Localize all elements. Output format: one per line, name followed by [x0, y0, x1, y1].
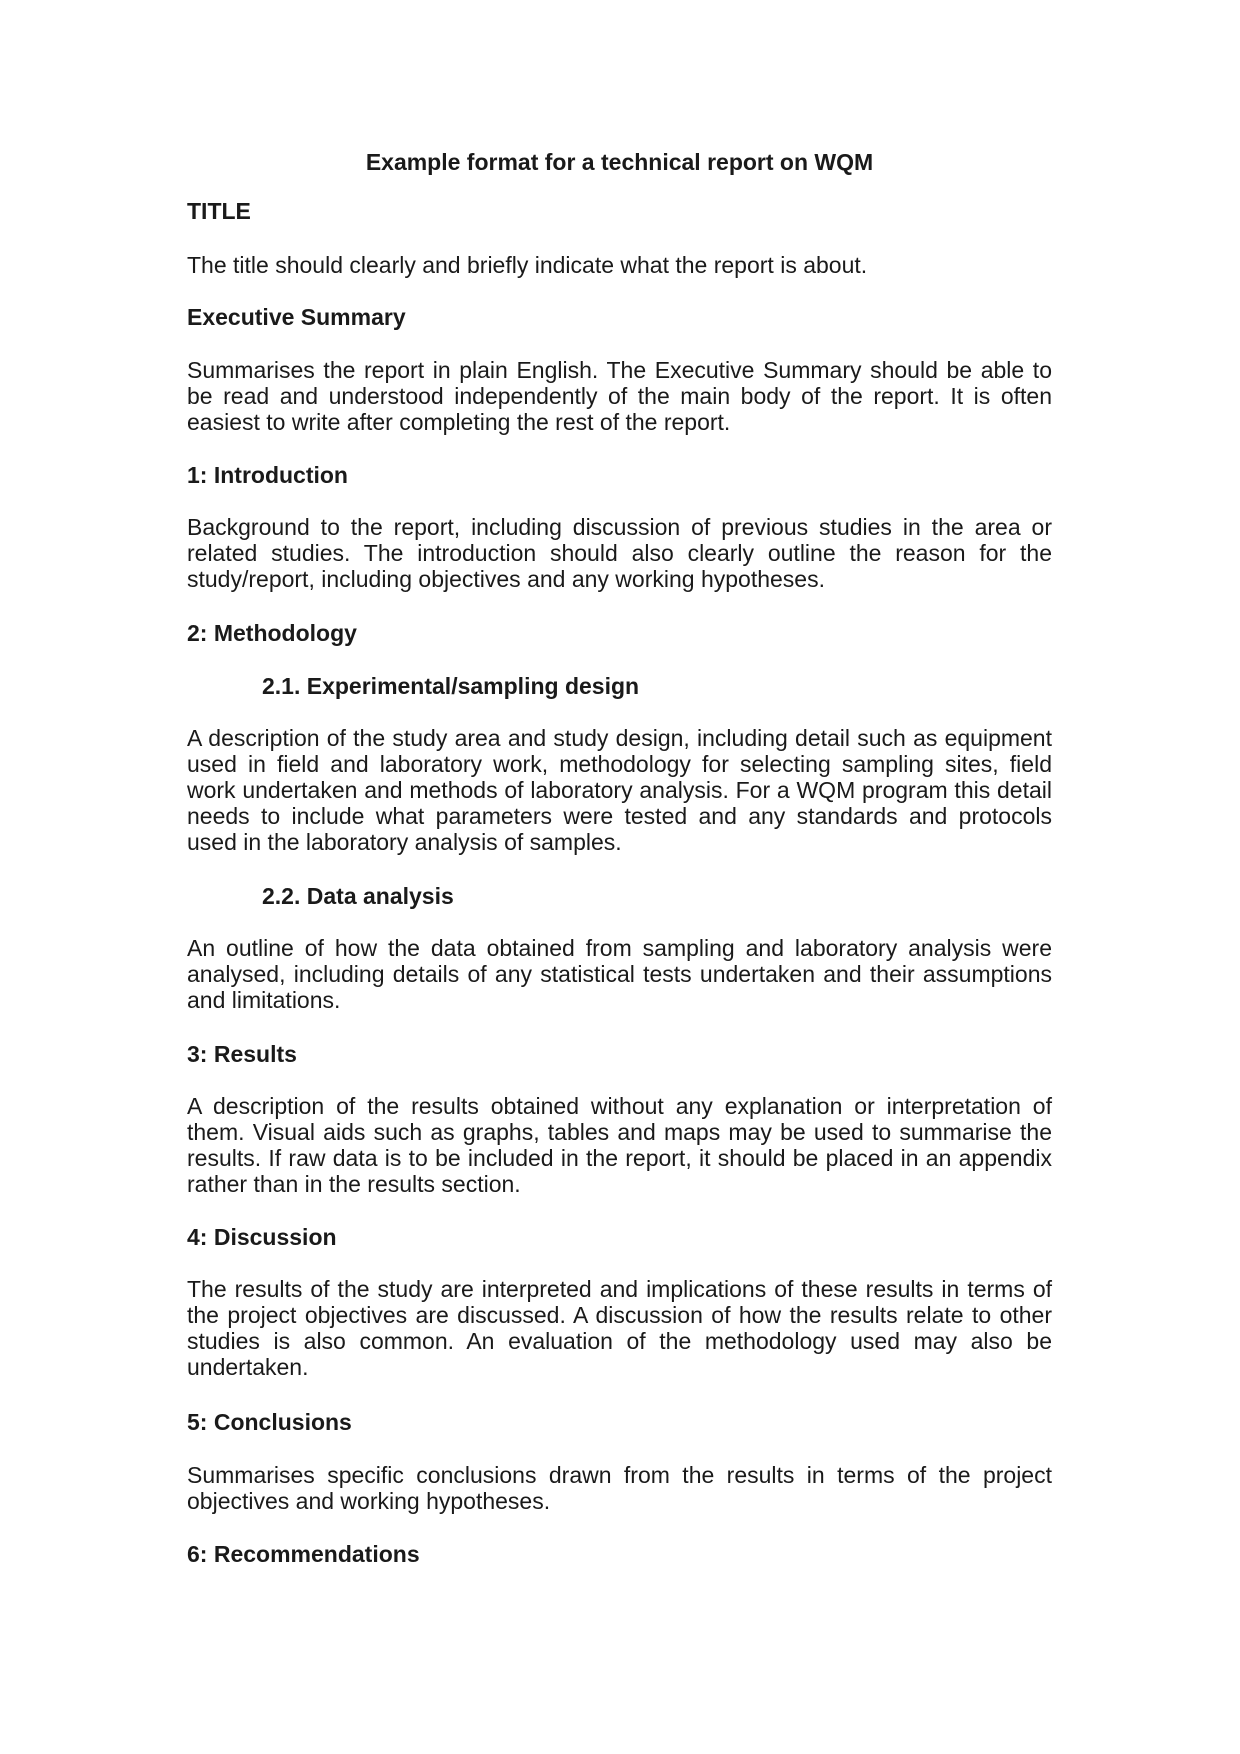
- subsection-heading-sampling-design: 2.1. Experimental/sampling design: [262, 673, 640, 699]
- subsection-heading-data-analysis: 2.2. Data analysis: [262, 883, 454, 909]
- section-heading-introduction: 1: Introduction: [187, 462, 348, 488]
- section-body-executive-summary: Summarises the report in plain English. The Executive Summary should be able to be read and understood independently of the main body of the report. It is often easiest to write after completing the rest of the report.: [187, 357, 1052, 435]
- section-heading-conclusions: 5: Conclusions: [187, 1409, 352, 1435]
- section-body-conclusions: Summarises specific conclusions drawn from the results in terms of the project objectives and working hypotheses.: [187, 1462, 1052, 1514]
- section-heading-results: 3: Results: [187, 1041, 297, 1067]
- section-heading-recommendations: 6: Recommendations: [187, 1541, 420, 1567]
- section-heading-title: TITLE: [187, 198, 251, 224]
- section-heading-discussion: 4: Discussion: [187, 1224, 337, 1250]
- subsection-body-sampling-design: A description of the study area and study design, including detail such as equipment used in field and laboratory work, methodology for selecting sampling sites, field work undertaken and methods of laboratory analysis. For a WQM program this detail needs to include what parameters were tested and any standards and protocols used in the laboratory analysis of samples.: [187, 725, 1052, 855]
- section-heading-methodology: 2: Methodology: [187, 620, 357, 646]
- document-title: Example format for a technical report on WQM: [365, 149, 874, 175]
- section-body-introduction: Background to the report, including discussion of previous studies in the area or related studies. The introduction should also clearly outline the reason for the study/report, including objectives and any working hypotheses.: [187, 514, 1052, 592]
- section-body-discussion: The results of the study are interpreted and implications of these results in terms of the project objectives are discussed. A discussion of how the results relate to other studies is also common. An evaluation of the methodology used may also be undertaken.: [187, 1276, 1052, 1380]
- section-body-results: A description of the results obtained without any explanation or interpretation of them. Visual aids such as graphs, tables and maps may be used to summarise the results. If raw data is to be included in the report, it should be placed in an appendix rather than in the results section.: [187, 1093, 1052, 1197]
- section-body-title: The title should clearly and briefly indicate what the report is about.: [187, 252, 868, 278]
- subsection-body-data-analysis: An outline of how the data obtained from sampling and laboratory analysis were analysed, including details of any statistical tests undertaken and their assumptions and limitations.: [187, 935, 1052, 1013]
- section-heading-executive-summary: Executive Summary: [187, 304, 406, 330]
